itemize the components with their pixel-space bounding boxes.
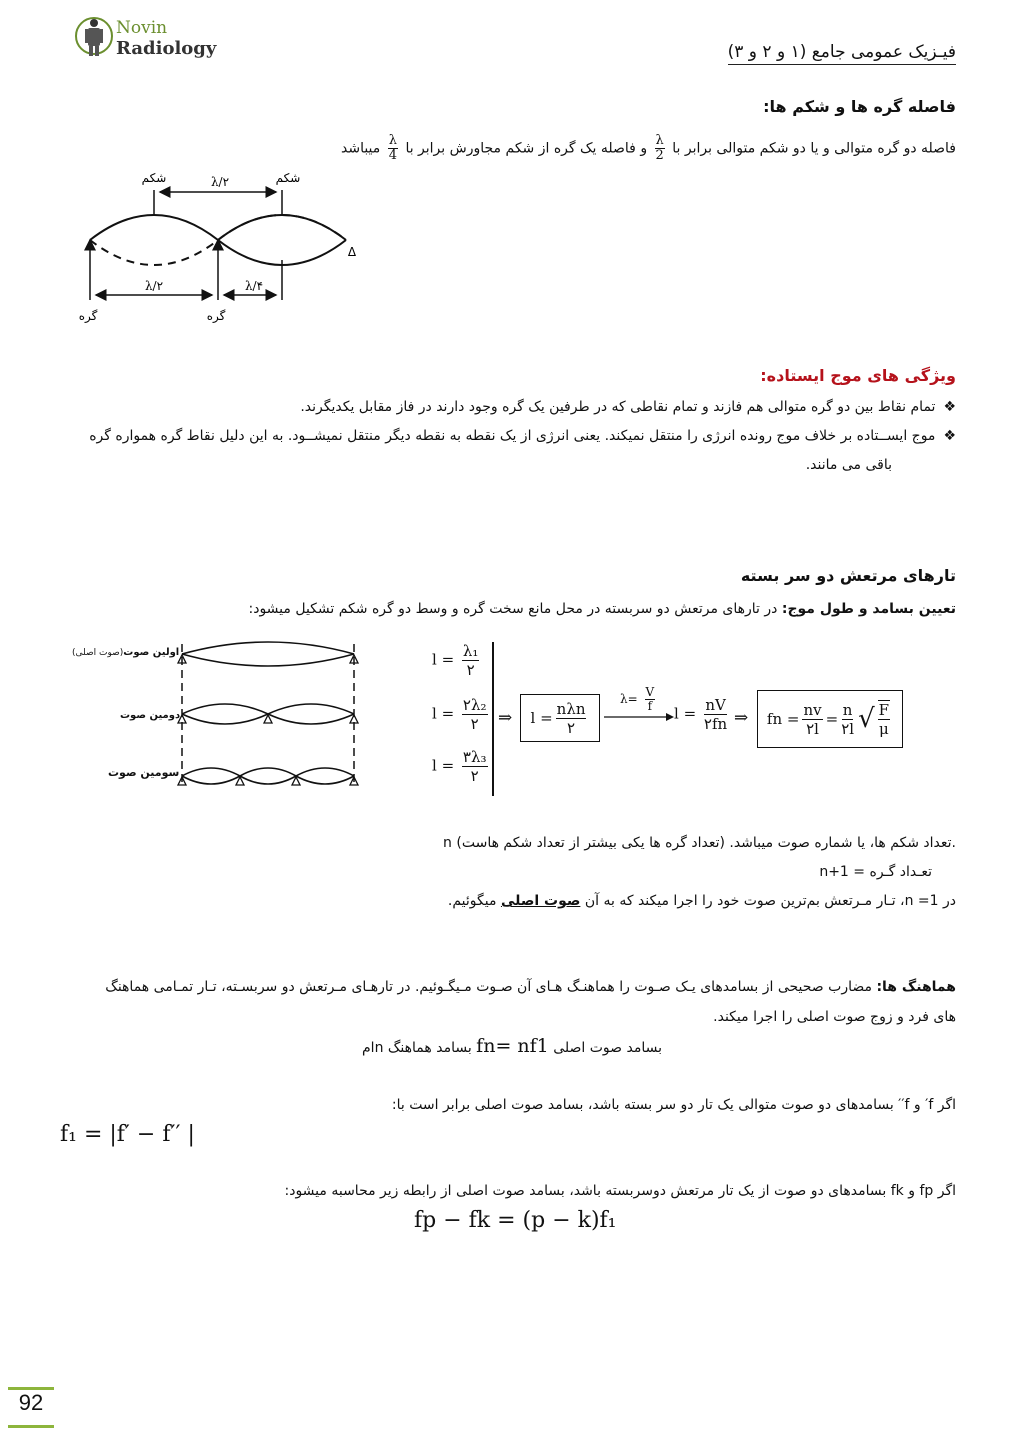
general-formula: fp − fk = (p − k)f₁ (414, 1208, 617, 1233)
section3-sub-bold: تعیین بسامد و طول موج: (781, 601, 956, 617)
box-formula-1 (520, 694, 600, 742)
note-line3-part1: در n =1، تـار مـرتعش بم‌ترین صوت خود را اجرا میکند که به آن (584, 893, 956, 909)
eq2-lhs: l = (432, 704, 455, 723)
box2-f1-num: nv (803, 700, 822, 719)
bullet1-text: تمام نقاط بین دو گره متوالی هم فازند و تمام نقاطی که در طرفین یک گره وجود دارند در فاز مقابل یکدیگرند. (300, 399, 936, 415)
label-antinode-left: شکم (141, 171, 167, 185)
general-text: اگر fp و fk بسامدهای دو صوت از یک تار مرتعش دوسربسته باشد، بسامد صوت اصلی از رابطه زیر محاسبه میشود: (284, 1183, 956, 1199)
eq1-lhs: l = (432, 650, 455, 669)
logo (74, 10, 224, 62)
substitution-arrow (604, 712, 674, 722)
frac1-num: λ (655, 133, 664, 148)
formula-eq3 (432, 748, 491, 785)
sub-num: V (645, 685, 655, 699)
harmonics-bold: هماهنگ ها: (876, 979, 956, 995)
bullet-symbol-1: ❖ (943, 399, 956, 415)
consecutive-text: اگر f′ و f′′ بسامدهای دو صوت متوالی یک تار دو سر بسته باشد، بسامد صوت اصلی برابر است با: (391, 1097, 956, 1113)
section3-heading: تارهای مرتعش دو سر بسته (740, 566, 956, 585)
note-line3-underlined: صوت اصلی (500, 893, 581, 909)
eq2-num: ۲λ₂ (462, 696, 487, 714)
section1-text-part1: فاصله دو گره متوالی و یا دو شکم متوالی برابر با (672, 140, 956, 157)
box2-sqrt-num: F (878, 701, 890, 719)
bullet1 (56, 393, 956, 422)
box2-sqrt-den: μ (878, 720, 889, 738)
frac2-den: 4 (388, 148, 397, 163)
section1-heading: فاصله گره ها و شکم ها: (763, 97, 956, 116)
eq3-num: ۳λ₃ (462, 748, 487, 766)
page-number-bar-bottom (8, 1425, 54, 1428)
arrow-implies-1: ⇒ (498, 708, 513, 728)
box2-eq: = (825, 710, 839, 728)
eq1-num: λ₁ (462, 642, 479, 660)
consecutive-formula: f₁ = |f′ − f′′ | (60, 1122, 195, 1147)
section3-subline (249, 595, 957, 624)
bullet2-text-line1: موج ایســتاده بر خلاف موج رونده انرژی را منتقل نمیکند. یعنی انرژی از یک نقطه به نقطه دیگر منتقل نمیشــود. به این دلیل نقاط گره همواره گره (89, 428, 936, 444)
mid-lhs: l = (674, 704, 697, 723)
section1-text-part3: میباشد (340, 140, 381, 157)
label-second: دومین صوت (120, 710, 181, 721)
box2-f1-den: ۲l (806, 719, 819, 738)
harmonics-line2: های فرد و زوج صوت اصلی را اجرا میکند. (713, 1009, 956, 1025)
bullet2 (56, 422, 956, 451)
harmonics-formula-row (362, 1035, 662, 1057)
frac1-den: 2 (655, 148, 664, 163)
label-third: سومین صوت (108, 766, 180, 779)
label-node-left: گره (78, 309, 98, 323)
label-delta: Δ (347, 245, 357, 259)
sub-den: f (647, 699, 653, 713)
box-formula-2 (757, 690, 903, 748)
section1-text (341, 134, 956, 164)
box1-num: nλn (556, 699, 586, 718)
harmonics-formula-right: بسامد هماهنگ nام (362, 1040, 472, 1056)
harmonics-formula-left: بسامد صوت اصلی (553, 1040, 662, 1056)
note-line2: n+1 = تعـداد گـره (819, 864, 932, 880)
eq3-den: ۲ (470, 767, 479, 785)
frac2-num: λ (388, 133, 397, 148)
note-line3 (448, 887, 956, 916)
box2-lhs: fn = (766, 710, 800, 728)
eq3-lhs: l = (432, 756, 455, 775)
mid-den: ۲fn (703, 715, 728, 733)
mid-num: nV (705, 696, 726, 714)
label-first: اولین صوت (123, 647, 180, 658)
box1-lhs: l = (530, 709, 553, 727)
bracket-line (492, 642, 494, 796)
formula-mid (674, 696, 730, 733)
fraction-lambda-quarter (388, 134, 398, 163)
logo-line1: Novin (116, 18, 168, 38)
arrow-implies-2: ⇒ (734, 708, 749, 728)
eq2-den: ۲ (470, 715, 479, 733)
eq1-den: ۲ (466, 661, 475, 679)
harmonics-line1 (56, 973, 956, 1002)
section3-sub-text: در تارهای مرتعش دو سربسته در محل مانع سخت گره و وسط دو گره شکم تشکیل میشود: (248, 601, 778, 617)
substitution-label (620, 686, 658, 713)
label-antinode-right: شکم (275, 171, 301, 185)
logo-line2: Radiology (116, 38, 217, 59)
harmonics-text1: مضارب صحیحی از بسامدهای یـک صـوت را هماهنـگ هـای آن صـوت مـیگـوئیم. در تارهـای مـرتعش دو سربسـته، تـار تمـامی هماهنگ (105, 979, 872, 995)
label-bottom-span: λ/۲ (144, 279, 164, 293)
sub-label: λ= (620, 692, 638, 706)
bullet2-text-line2: باقی می مانند. (805, 457, 892, 473)
section2-heading: ویژگی های موج ایستاده: (760, 366, 956, 385)
harmonics-formula-math: fn= nf1 (476, 1035, 549, 1057)
radiology-person-icon (74, 12, 114, 60)
label-node-mid: گره (206, 309, 226, 323)
book-title: فیـزیک عمومی جامع (۱ و ۲ و ۳) (728, 42, 956, 65)
section1-text-part2: و فاصله یک گره از شکم مجاورش برابر با (405, 140, 648, 157)
fraction-lambda-half (655, 134, 665, 163)
formula-eq1 (432, 642, 482, 679)
box2-f2-num: n (842, 700, 853, 719)
page-number: 92 (18, 1390, 44, 1415)
sqrt-icon: √ (858, 704, 875, 734)
bullet-symbol-2: ❖ (943, 428, 956, 444)
label-quarter: λ/۴ (244, 279, 264, 293)
note-line3-part2: میگوئیم. (447, 893, 497, 909)
standing-wave-diagram (70, 160, 370, 330)
label-top-span: λ/۲ (210, 175, 230, 189)
box1-den: ۲ (567, 718, 576, 737)
formula-eq2 (432, 696, 491, 733)
label-first-harmonic (72, 647, 179, 658)
box2-f2-den: ۲l (841, 719, 855, 738)
note-line1: n تعداد شکم ها، یا شماره صوت میباشد. (تعداد گره ها یکی بیشتر از تعداد شکم هاست). (443, 835, 956, 851)
label-first-note: (صوت اصلی) (72, 648, 124, 658)
